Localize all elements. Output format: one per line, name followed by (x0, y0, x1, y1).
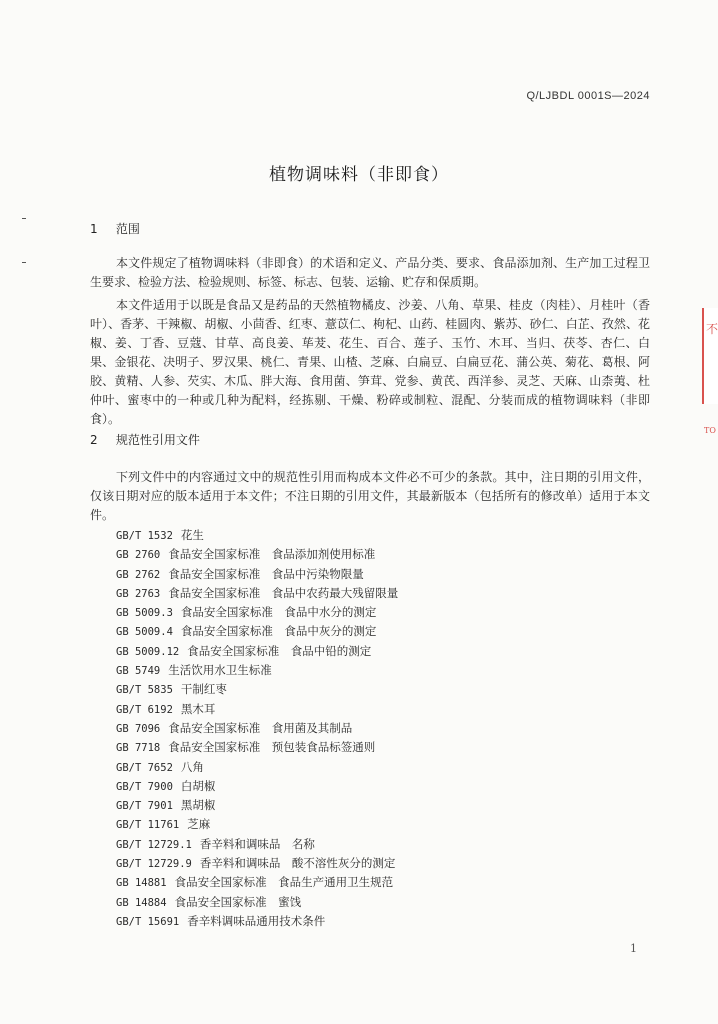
standard-code: Q/LJBDL 0001S—2024 (526, 90, 650, 102)
reference-code: GB/T 15691 (116, 915, 180, 928)
reference-code: GB/T 7652 (116, 761, 173, 774)
reference-item (116, 642, 656, 661)
reference-title: 干制红枣 (180, 682, 227, 697)
reference-item (116, 815, 656, 834)
section-number: 2 (90, 433, 98, 447)
binding-mark (22, 218, 26, 219)
binding-mark (22, 262, 26, 263)
reference-title: 食品安全国家标准 食品中灰分的测定 (180, 624, 377, 639)
reference-title: 白胡椒 (180, 778, 216, 793)
reference-code: GB/T 6192 (116, 703, 173, 716)
reference-item (116, 700, 656, 719)
reference-title: 食品安全国家标准 蜜饯 (174, 894, 302, 909)
reference-title: 食品安全国家标准 食品中农药最大残留限量 (168, 585, 399, 600)
section-1-heading (90, 220, 140, 237)
normative-refs-paragraph: 下列文件中的内容通过文中的规范性引用而构成本文件必不可少的条款。其中，注日期的引用文件，仅该日期对应的版本适用于本文件；不注日期的引用文件，其最新版本（包括所有的修改单）适用于本文件。 (90, 470, 650, 522)
page-number: 1 (630, 942, 637, 955)
reference-title: 食品安全国家标准 食品添加剂使用标准 (168, 547, 376, 562)
reference-item (116, 584, 656, 603)
reference-code: GB/T 1532 (116, 530, 173, 542)
section-title: 规范性引用文件 (115, 433, 200, 447)
reference-item (116, 526, 656, 545)
reference-item (116, 912, 656, 931)
reference-code: GB 7096 (116, 722, 161, 735)
reference-title: 黑木耳 (180, 701, 216, 716)
reference-item (116, 622, 656, 641)
reference-title: 八角 (180, 759, 204, 774)
reference-item (116, 796, 656, 815)
reference-code: GB/T 12729.9 (116, 858, 192, 871)
reference-code: GB/T 12729.1 (116, 838, 192, 851)
reference-title: 香辛料调味品通用技术条件 (187, 913, 326, 928)
reference-item (116, 565, 656, 584)
reference-item (116, 835, 656, 854)
reference-title: 食品安全国家标准 食用菌及其制品 (168, 720, 353, 735)
reference-item (116, 854, 656, 873)
reference-code: GB 5009.3 (116, 607, 173, 620)
reference-code: GB 5749 (116, 665, 161, 678)
reference-item (116, 873, 656, 892)
reference-item (116, 661, 656, 680)
reference-item (116, 893, 656, 912)
reference-item (116, 603, 656, 622)
section-2-heading (90, 431, 200, 448)
reference-code: GB 2760 (116, 549, 161, 562)
reference-item (116, 758, 656, 777)
reference-title: 花生 (180, 528, 204, 542)
reference-code: GB 14884 (116, 896, 167, 909)
section-title: 范围 (115, 222, 140, 236)
reference-item (116, 680, 656, 699)
reference-code: GB/T 11761 (116, 819, 180, 832)
reference-title: 芝麻 (187, 817, 211, 832)
reference-code: GB 5009.12 (116, 645, 180, 658)
reference-item (116, 777, 656, 796)
reference-title: 香辛料和调味品 酸不溶性灰分的测定 (199, 856, 396, 871)
reference-list (116, 526, 656, 931)
reference-code: GB/T 5835 (116, 684, 173, 697)
reference-title: 食品安全国家标准 食品中铅的测定 (187, 643, 372, 658)
reference-title: 香辛料和调味品 名称 (199, 836, 315, 851)
reference-item (116, 738, 656, 757)
seal-text: TO (704, 426, 716, 435)
reference-title: 食品安全国家标准 预包装食品标签通则 (168, 740, 376, 755)
reference-title: 黑胡椒 (180, 798, 216, 813)
document-title: 植物调味料（非即食） (269, 165, 449, 185)
reference-code: GB/T 7901 (116, 800, 173, 813)
reference-code: GB 2762 (116, 568, 161, 581)
reference-title: 生活饮用水卫生标准 (168, 663, 272, 678)
reference-code: GB 2763 (116, 587, 161, 600)
reference-code: GB 5009.4 (116, 626, 173, 639)
reference-item (116, 719, 656, 738)
reference-title: 食品安全国家标准 食品中水分的测定 (180, 605, 377, 620)
reference-code: GB 14881 (116, 877, 167, 890)
section-number: 1 (90, 222, 98, 236)
reference-code: GB/T 7900 (116, 780, 173, 793)
seal-glyph: 不 (706, 322, 718, 336)
reference-title: 食品安全国家标准 食品中污染物限量 (168, 566, 364, 581)
reference-title: 食品安全国家标准 食品生产通用卫生规范 (174, 875, 394, 890)
scope-paragraph-2: 本文件适用于以既是食品又是药品的天然植物橘皮、沙姜、八角、草果、桂皮（肉桂）、月桂叶（香叶）、香茅、干辣椒、胡椒、小茴香、红枣、薏苡仁、枸杞、山药、桂圆肉、紫苏、砂仁、白芷、孜然、花椒、姜、丁香、豆蔻、甘草、高良姜、荜茇、花生、百合、莲子、玉竹、木耳、当归、茯苓、杏仁、白果、金银花、决明子、罗汉果、桃仁、青果、山楂、芝麻、白扁豆、白扁豆花、蒲公英、菊花、葛根、阿胶、黄精、人参、芡实、木瓜、胖大海、食用菌、笋茸、党参、黄芪、西洋参、灵芝、天麻、山柰荑、杜仲叶、蜜枣中的一种或几种为配料，经拣剔、干燥、粉碎或制粒、混配、分装而成的植物调味料（非即食）。 (90, 298, 650, 426)
scope-paragraph-1: 本文件规定了植物调味料（非即食）的术语和定义、产品分类、要求、食品添加剂、生产加工过程卫生要求、检验方法、检验规则、标签、标志、包装、运输、贮存和保质期。 (90, 256, 650, 289)
reference-code: GB 7718 (116, 742, 161, 755)
reference-item (116, 545, 656, 564)
